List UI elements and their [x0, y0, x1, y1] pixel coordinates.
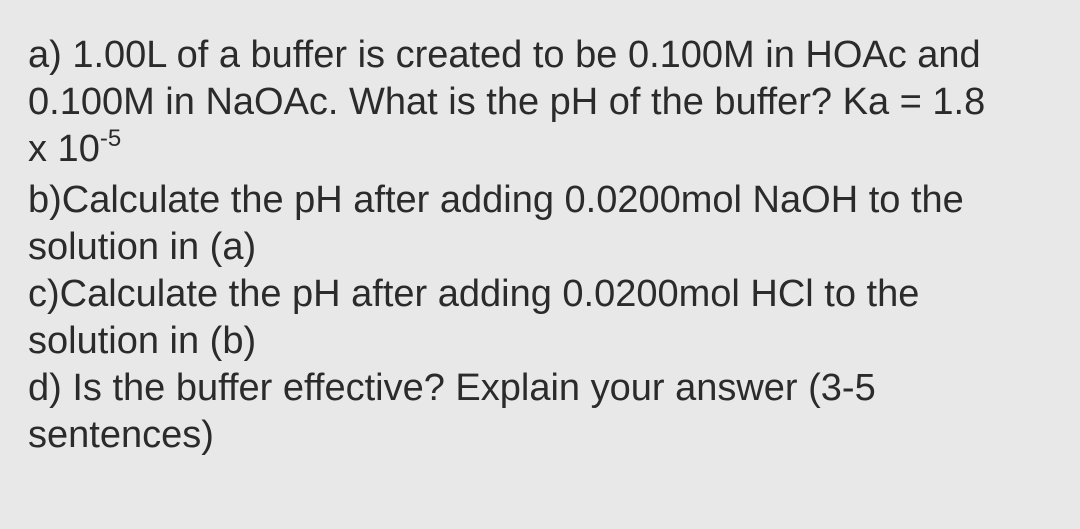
part-d-line-1: d) Is the buffer effective? Explain your answer (3-5 — [28, 367, 876, 409]
part-b-line-2: solution in (a) — [28, 226, 257, 268]
ka-base: x 10 — [28, 128, 100, 170]
part-a-line-3 — [28, 126, 1058, 177]
part-c-line-1: c)Calculate the pH after adding 0.0200mol HCl to the — [28, 273, 920, 315]
part-c-line-2: solution in (b) — [28, 320, 257, 362]
part-a-line-2: 0.100M in NaOAc. What is the pH of the buffer? Ka = 1.8 — [28, 81, 986, 123]
part-a-line-1: a) 1.00L of a buffer is created to be 0.100M in HOAc and — [28, 34, 981, 76]
part-d-line-2: sentences) — [28, 414, 214, 456]
question-text — [28, 32, 1058, 459]
part-b-line-1: b)Calculate the pH after adding 0.0200mol NaOH to the — [28, 179, 964, 221]
ka-exponent: -5 — [99, 125, 122, 152]
